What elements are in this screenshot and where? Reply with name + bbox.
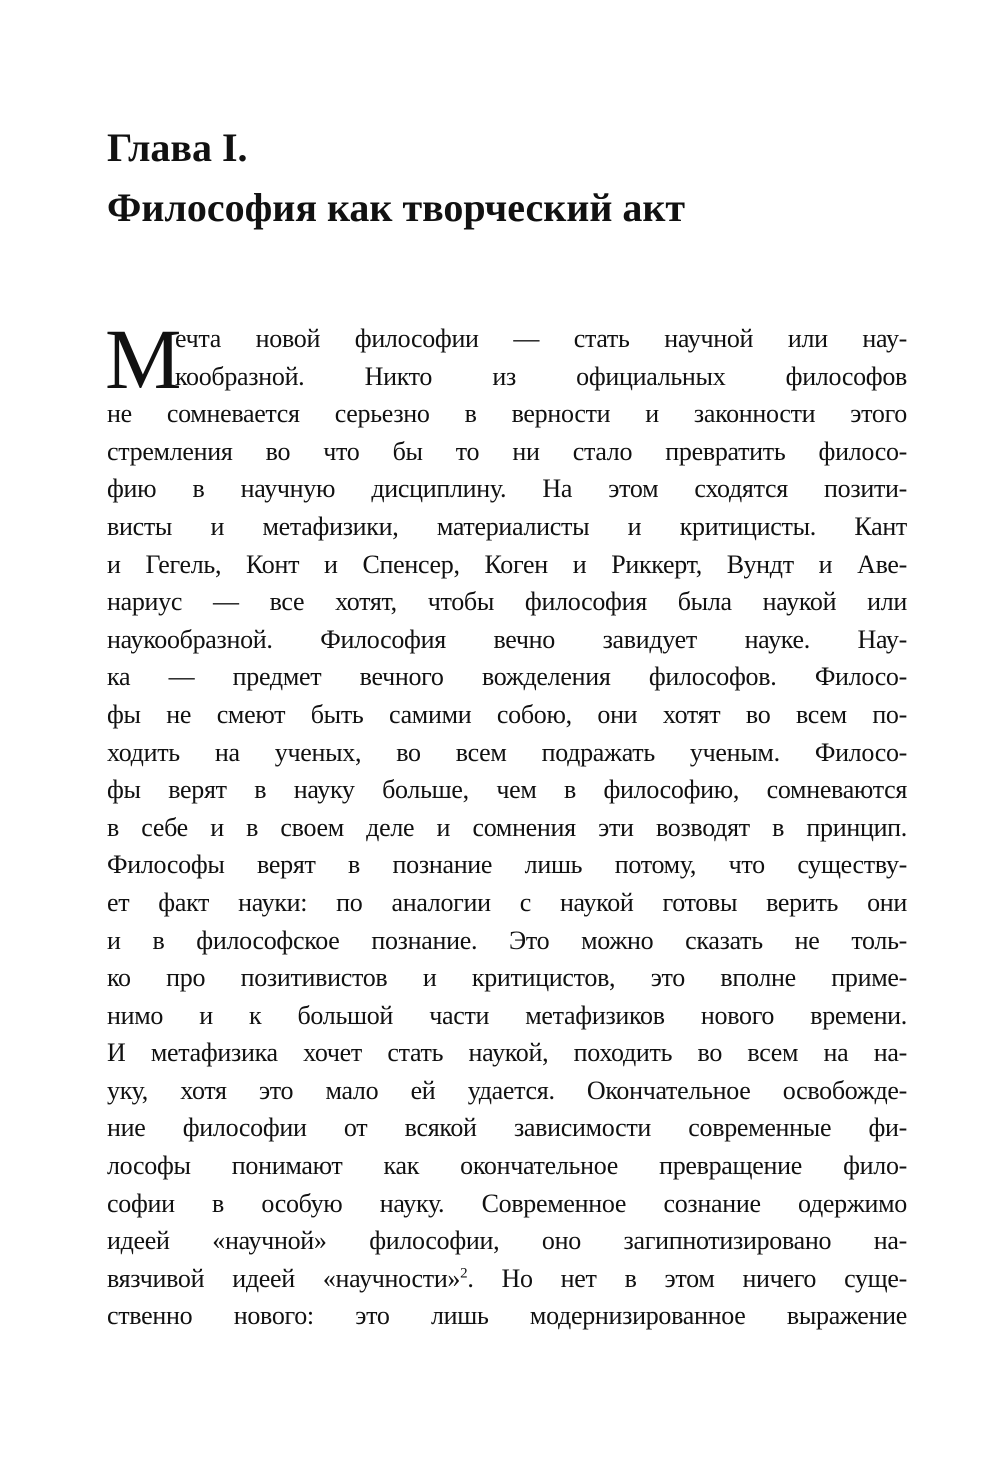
text-line: стремления во что бы то ни стало превратить филосо- [107,436,907,466]
text-line: ечта новой философии — стать научной или нау- [175,324,907,353]
text-line: висты и метафизики, материалисты и критицисты. Кант [107,511,907,541]
text-line: ние философии от всякой зависимости современные фи- [107,1113,907,1143]
text-line: кообразной. Никто из официальных философов [175,361,907,391]
text-line: ственно нового: это лишь модернизированное выражение [107,1301,907,1331]
text-line: ет факт науки: по аналогии с наукой готовы верить они [107,887,907,917]
text-line: И метафизика хочет стать наукой, походить во всем на на- [107,1038,907,1068]
chapter-number: Глава I. [107,125,248,170]
text-line: софии в особую науку. Современное сознание одержимо [107,1188,907,1218]
text-segment: вязчивой идеей «научности» [107,1263,461,1293]
body-text [105,311,908,1335]
text-line: ходить на ученых, во всем подражать ученым. Филосо- [107,737,907,767]
text-line: не сомневается серьезно в верности и законности этого [107,399,907,429]
chapter-title [107,118,907,238]
text-line: наукообразной. Философия вечно завидует науке. Нау- [107,624,907,654]
text-segment: . Но нет в этом ничего суще- [467,1263,908,1293]
text-line: лософы понимают как окончательное превращение фило- [107,1151,907,1181]
footnote-marker[interactable]: 2 [460,1265,468,1282]
text-line: Философы верят в познание лишь потому, что существу- [107,850,907,880]
text-line: ко про позитивистов и критицистов, это вполне приме- [107,963,907,993]
text-line: нимо и к большой части метафизиков нового времени. [107,1000,907,1030]
text-line: ка — предмет вечного вожделения философов. Филосо- [107,662,907,692]
text-line: уку, хотя это мало ей удается. Окончательное освобожде- [107,1075,907,1105]
text-line: в себе и в своем деле и сомнения эти возводят в принцип. [107,812,907,842]
text-line: фы не смеют быть самими собою, они хотят во всем по- [107,699,907,729]
text-line-with-footnote [107,1260,907,1298]
text-line: идеей «научной» философии, оно загипнотизировано на- [107,1226,907,1256]
text-line: фы верят в науку больше, чем в философию, сомневаются [107,775,907,805]
chapter-name: Философия как творческий акт [107,185,686,230]
text-line: фию в научную дисциплину. На этом сходятся позити- [107,474,907,504]
text-line: и в философское познание. Это можно сказать не толь- [107,925,907,955]
drop-cap: М [105,311,182,407]
text-line: нариус — все хотят, чтобы философия была наукой или [107,587,907,617]
text-line: и Гегель, Конт и Спенсер, Коген и Риккерт, Вундт и Аве- [107,549,907,579]
